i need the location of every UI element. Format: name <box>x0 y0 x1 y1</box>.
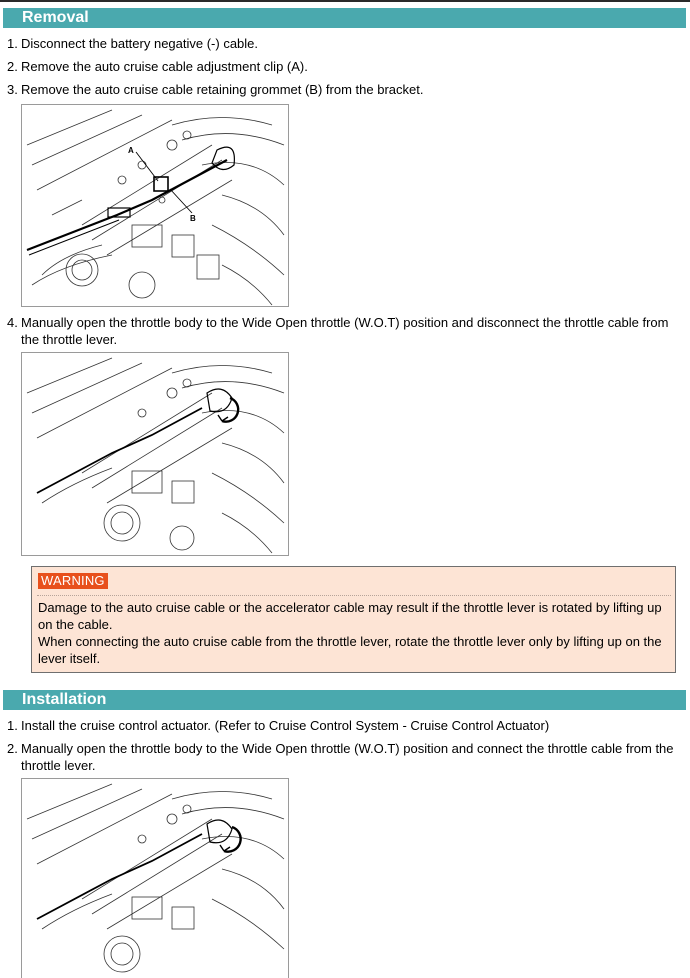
warning-line-2: When connecting the auto cruise cable from the throttle lever, rotate the throttle lever only by lifting up on the lever itself. <box>38 634 662 666</box>
warning-line-1: Damage to the auto cruise cable or the accelerator cable may result if the throttle lever is rotated by lifting up on the cable. <box>38 600 662 632</box>
removal-step-1 <box>7 35 677 52</box>
warning-callout <box>31 566 676 673</box>
warning-divider <box>37 595 671 596</box>
warning-badge: WARNING <box>38 573 108 589</box>
removal-step-3 <box>7 81 677 98</box>
step-text: Remove the auto cruise cable adjustment clip (A). <box>21 59 308 74</box>
callout-a-label: A <box>128 146 134 155</box>
step-text: Manually open the throttle body to the Wide Open throttle (W.O.T) position and connect the throttle cable from the throttle lever. <box>21 741 674 773</box>
step-number: 1. <box>7 36 18 51</box>
step-number: 3. <box>7 82 18 97</box>
removal-step-4 <box>7 314 677 348</box>
installation-step-2 <box>7 740 677 774</box>
warning-text <box>38 599 666 667</box>
step-text: Disconnect the battery negative (-) cable. <box>21 36 259 51</box>
step-number: 2. <box>7 59 18 74</box>
engine-diagram-throttle-lever <box>21 352 289 556</box>
step-number: 4. <box>7 315 18 330</box>
engine-diagram-clip-grommet <box>21 104 289 307</box>
callout-b-label: B <box>190 214 196 223</box>
installation-heading: Installation <box>3 690 686 710</box>
engine-diagram-throttle-install <box>21 778 289 978</box>
step-text: Install the cruise control actuator. (Refer to Cruise Control System - Cruise Control Actuator) <box>21 718 550 733</box>
top-rule <box>0 0 690 2</box>
step-number: 1. <box>7 718 18 733</box>
installation-step-1 <box>7 717 677 734</box>
removal-step-2 <box>7 58 677 75</box>
step-text: Remove the auto cruise cable retaining grommet (B) from the bracket. <box>21 82 424 97</box>
step-number: 2. <box>7 741 18 756</box>
removal-heading: Removal <box>3 8 686 28</box>
step-text: Manually open the throttle body to the Wide Open throttle (W.O.T) position and disconnect the throttle cable from the throttle lever. <box>21 315 669 347</box>
